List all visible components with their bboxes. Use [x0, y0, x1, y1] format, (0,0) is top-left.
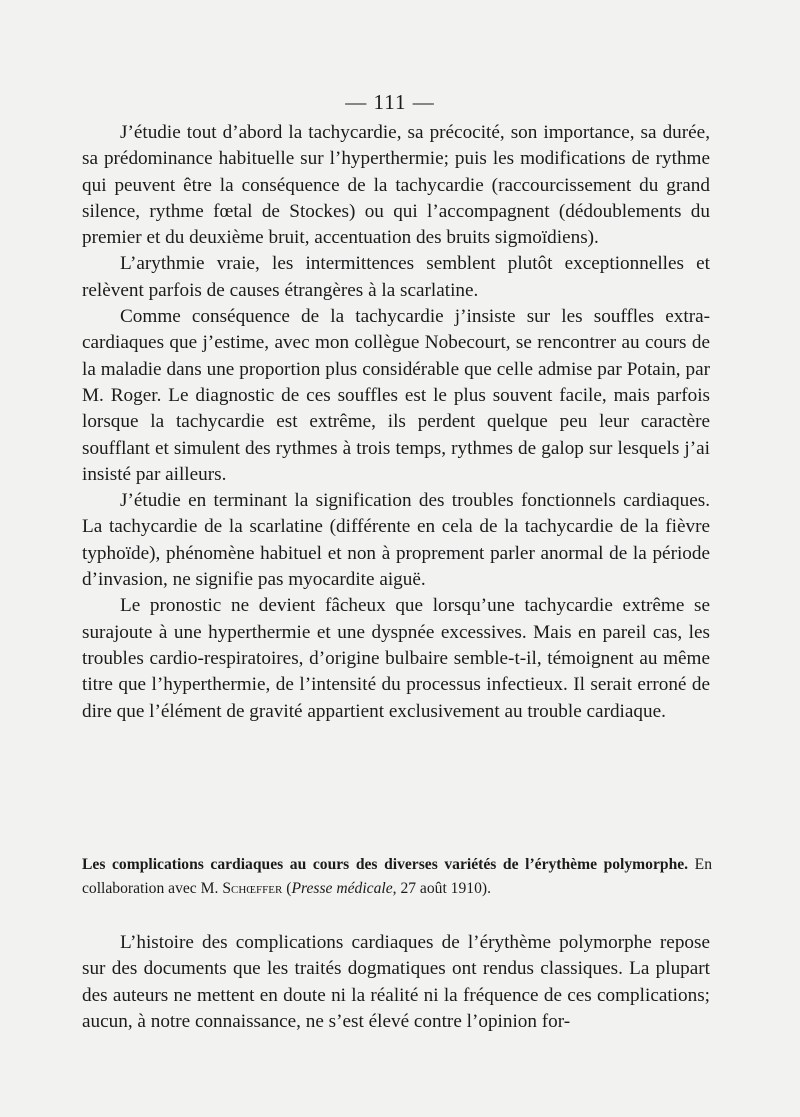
page-number: — 111 — — [345, 90, 435, 114]
main-text — [82, 120, 710, 725]
paragraph: Comme conséquence de la tachycardie j’insiste sur les souffles extra-cardiaques que j’estime, avec mon collègue Nobecourt, se rencontrer au cours de la maladie dans une proportion plus considérable que celle admise par Potain, par M. Roger. Le diagnostic de ces souffles est le plus souvent facile, mais parfois lorsque la tachycardie est extrême, ils perdent quelque peu leur caractère soufflant et simulent des rythmes à trois temps, rythmes de galop sur lesquels j’ai insisté par ailleurs. — [82, 306, 710, 485]
paragraph: Le pronostic ne devient fâcheux que lorsqu’une tachycardie extrême se surajoute à une hyperthermie et une dyspnée excessives. Mais en pareil cas, les troubles cardio-respiratoires, d’origine bulbaire semble-t-il, témoignent au même titre que l’hyperthermie, de l’intensité du processus infectieux. Il serait erroné de dire que l’élément de gravité appartient exclusivement au trouble cardiaque. — [82, 595, 710, 722]
entry-date: 27 août 1910 — [400, 880, 482, 897]
bibliography-entry: Les complications cardiaques au cours des diverses variétés de l’érythème polymorphe. En collaboration avec M. Schœffer (Presse médicale, 27 août 1910). — [82, 856, 712, 897]
paragraph: L’arythmie vraie, les intermittences semblent plutôt exceptionnelles et relèvent parfois de causes étrangères à la scarlatine. — [82, 253, 710, 301]
entry-collaborator: Schœffer — [222, 880, 283, 897]
paragraph: J’étudie tout d’abord la tachycardie, sa précocité, son importance, sa durée, sa prédominance habituelle sur l’hyperthermie; puis les modifications de rythme qui peuvent être la conséquence de la tachycardie (raccourcissement du grand silence, rythme fœtal de Stockes) ou qui l’accompagnent (dédoublements du premier et du deuxième bruit, accentuation des bruits sigmoïdiens). — [82, 122, 710, 249]
entry-journal: Presse médicale — [291, 880, 393, 897]
entry-title: Les complications cardiaques au cours des diverses variétés de l’érythème polymorphe. — [82, 856, 689, 873]
second-text — [82, 930, 710, 1035]
entry-collab-prefix: En collaboration avec M. — [82, 856, 712, 897]
paragraph: J’étudie en terminant la signification des troubles fonctionnels cardiaques. La tachycardie de la scarlatine (différente en cela de la tachycardie de la fièvre typhoïde), phénomène habituel et non à proprement parler anormal de la période d’invasion, ne signifie pas myocardite aiguë. — [82, 490, 710, 591]
paragraph: L’histoire des complications cardiaques de l’érythème polymorphe repose sur des documents que les traités dogmatiques ont rendus classiques. La plupart des auteurs ne mettent en doute ni la réalité ni la fréquence de ces complications; aucun, à notre connaissance, ne s’est élevé contre l’opinion for- — [82, 932, 710, 1032]
